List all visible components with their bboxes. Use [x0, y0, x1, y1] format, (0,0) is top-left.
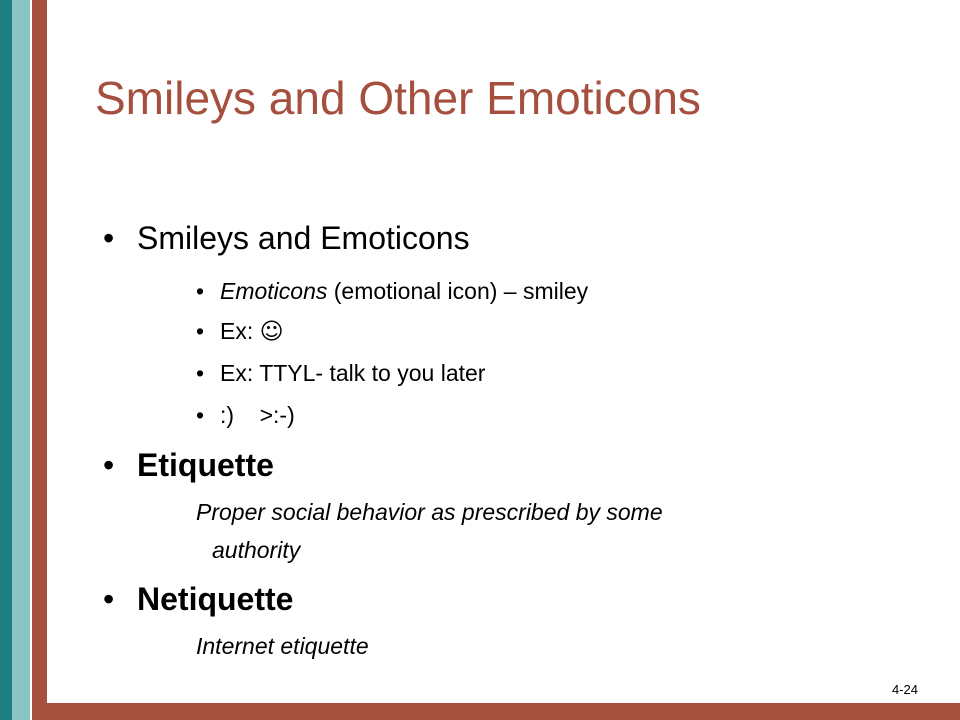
example-smiley-label: Ex:: [220, 318, 260, 344]
emoticons-term: Emoticons: [220, 278, 328, 304]
left-stripe-teal-dark: [0, 0, 12, 720]
emoticons-definition: (emotional icon) – smiley: [327, 278, 589, 304]
example-smiley-line: [220, 317, 284, 346]
slide-title: Smileys and Other Emoticons: [95, 72, 701, 124]
bullet-netiquette: •: [103, 581, 115, 617]
left-stripe-rust: [32, 0, 47, 720]
netiquette-heading: Netiquette: [137, 581, 294, 617]
bottom-bar: [32, 703, 960, 720]
bullet-example-smiley: •: [196, 318, 205, 344]
example-ttyl: Ex: TTYL- talk to you later: [220, 360, 486, 386]
bullet-text-faces: •: [196, 402, 205, 428]
netiquette-definition: Internet etiquette: [196, 633, 369, 659]
etiquette-heading: Etiquette: [137, 447, 274, 483]
emoticons-definition-line: [220, 277, 588, 305]
bullet-etiquette: •: [103, 447, 115, 483]
example-text-faces: :) >:-): [220, 402, 295, 428]
smileys-heading: Smileys and Emoticons: [137, 220, 470, 256]
bullet-emoticons-definition: •: [196, 278, 205, 304]
page-number: 4-24: [891, 682, 918, 697]
etiquette-definition-line1: Proper social behavior as prescribed by some: [196, 499, 663, 525]
bullet-example-ttyl: •: [196, 360, 205, 386]
smiley-icon: ☺: [259, 319, 284, 345]
etiquette-definition-line2: authority: [212, 537, 301, 563]
left-stripe-teal-light: [12, 0, 30, 720]
bullet-smileys: •: [103, 220, 115, 256]
